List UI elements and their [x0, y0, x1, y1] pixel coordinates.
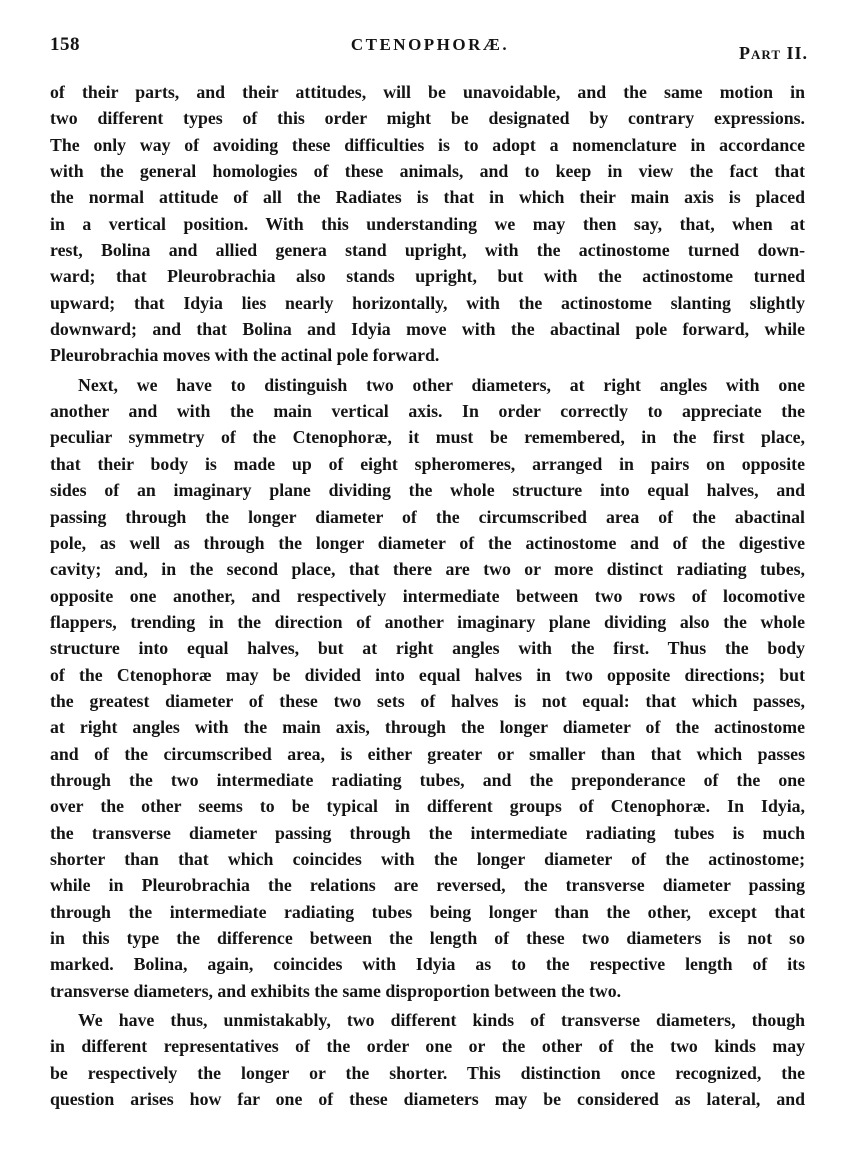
- text-line: The only way of avoiding these difficulties is to adopt a nomenclature in accordance: [50, 134, 805, 155]
- text-line: ward; that Pleurobrachia also stands upright, but with the actinostome turned: [50, 266, 805, 287]
- text-line: structure into equal halves, but at right angles with the first. Thus the body: [50, 638, 805, 659]
- paragraph: [50, 372, 805, 1004]
- text-line: of the Ctenophoræ may be divided into equal halves in two opposite directions; but: [50, 664, 805, 685]
- text-line: and of the circumscribed area, is either greater or smaller than that which passes: [50, 743, 805, 764]
- paragraph: [50, 1007, 805, 1112]
- page-header: [50, 34, 810, 64]
- text-line: transverse diameters, and exhibits the same disproportion between the two.: [50, 980, 622, 1001]
- text-line: at right angles with the main axis, through the longer diameter of the actinostome: [50, 717, 805, 738]
- text-line: another and with the main vertical axis. In order correctly to appreciate the: [50, 401, 805, 422]
- text-line: the greatest diameter of these two sets of halves is not equal: that which passes,: [50, 690, 805, 711]
- text-line: shorter than that which coincides with the longer diameter of the actinostome;: [50, 848, 805, 869]
- text-line: through the intermediate radiating tubes being longer than the other, except that: [50, 901, 805, 922]
- text-line: opposite one another, and respectively intermediate between two rows of locomotive: [50, 585, 805, 606]
- text-line: be respectively the longer or the shorter. This distinction once recognized, the: [50, 1062, 805, 1083]
- text-line: in this type the difference between the length of these two diameters is not so: [50, 928, 805, 948]
- text-line: in different representatives of the order one or the other of the two kinds may: [50, 1036, 805, 1057]
- running-title: CTENOPHORÆ.: [350, 35, 510, 54]
- text-line: through the two intermediate radiating tubes, and the preponderance of the one: [50, 769, 805, 790]
- body-text: [50, 79, 805, 1112]
- text-line: peculiar symmetry of the Ctenophoræ, it must be remembered, in the first place,: [50, 427, 805, 448]
- text-line: passing through the longer diameter of the circumscribed area of the abactinal: [50, 506, 805, 527]
- paragraph: [50, 79, 805, 369]
- text-line: two different types of this order might be designated by contrary expressions.: [50, 108, 805, 129]
- text-line: over the other seems to be typical in different groups of Ctenophoræ. In Idyia,: [50, 796, 805, 817]
- text-line: the transverse diameter passing through the intermediate radiating tubes is much: [50, 822, 805, 843]
- text-line: sides of an imaginary plane dividing the whole structure into equal halves, and: [50, 480, 805, 501]
- text-line: Next, we have to distinguish two other diameters, at right angles with one: [78, 374, 805, 395]
- text-line: rest, Bolina and allied genera stand upright, with the actinostome turned down-: [50, 240, 805, 261]
- text-line: of their parts, and their attitudes, will be unavoidable, and the same motion in: [50, 82, 805, 102]
- part-label: Part II.: [739, 43, 808, 63]
- text-line: with the general homologies of these animals, and to keep in view the fact that: [50, 161, 805, 182]
- text-line: We have thus, unmistakably, two different kinds of transverse diameters, though: [78, 1010, 805, 1031]
- text-line: that their body is made up of eight spheromeres, arranged in pairs on opposite: [50, 453, 805, 474]
- text-line: the normal attitude of all the Radiates is that in which their main axis is placed: [50, 187, 805, 208]
- text-line: in a vertical position. With this understanding we may then say, that, when at: [50, 213, 805, 234]
- text-line: flappers, trending in the direction of another imaginary plane dividing also the whole: [50, 611, 805, 632]
- text-line: Pleurobrachia moves with the actinal pole forward.: [50, 345, 440, 366]
- text-line: question arises how far one of these diameters may be considered as lateral, and: [50, 1089, 805, 1110]
- text-line: cavity; and, in the second place, that there are two or more distinct radiating tubes,: [50, 559, 805, 580]
- text-line: pole, as well as through the longer diameter of the actinostome and of the digestive: [50, 532, 805, 553]
- text-line: while in Pleurobrachia the relations are reversed, the transverse diameter passing: [50, 875, 805, 896]
- text-line: downward; and that Bolina and Idyia move with the abactinal pole forward, while: [50, 319, 805, 340]
- page-number: 158: [50, 34, 80, 55]
- text-line: marked. Bolina, again, coincides with Idyia as to the respective length of its: [50, 954, 805, 975]
- text-line: upward; that Idyia lies nearly horizontally, with the actinostome slanting slightly: [50, 292, 805, 313]
